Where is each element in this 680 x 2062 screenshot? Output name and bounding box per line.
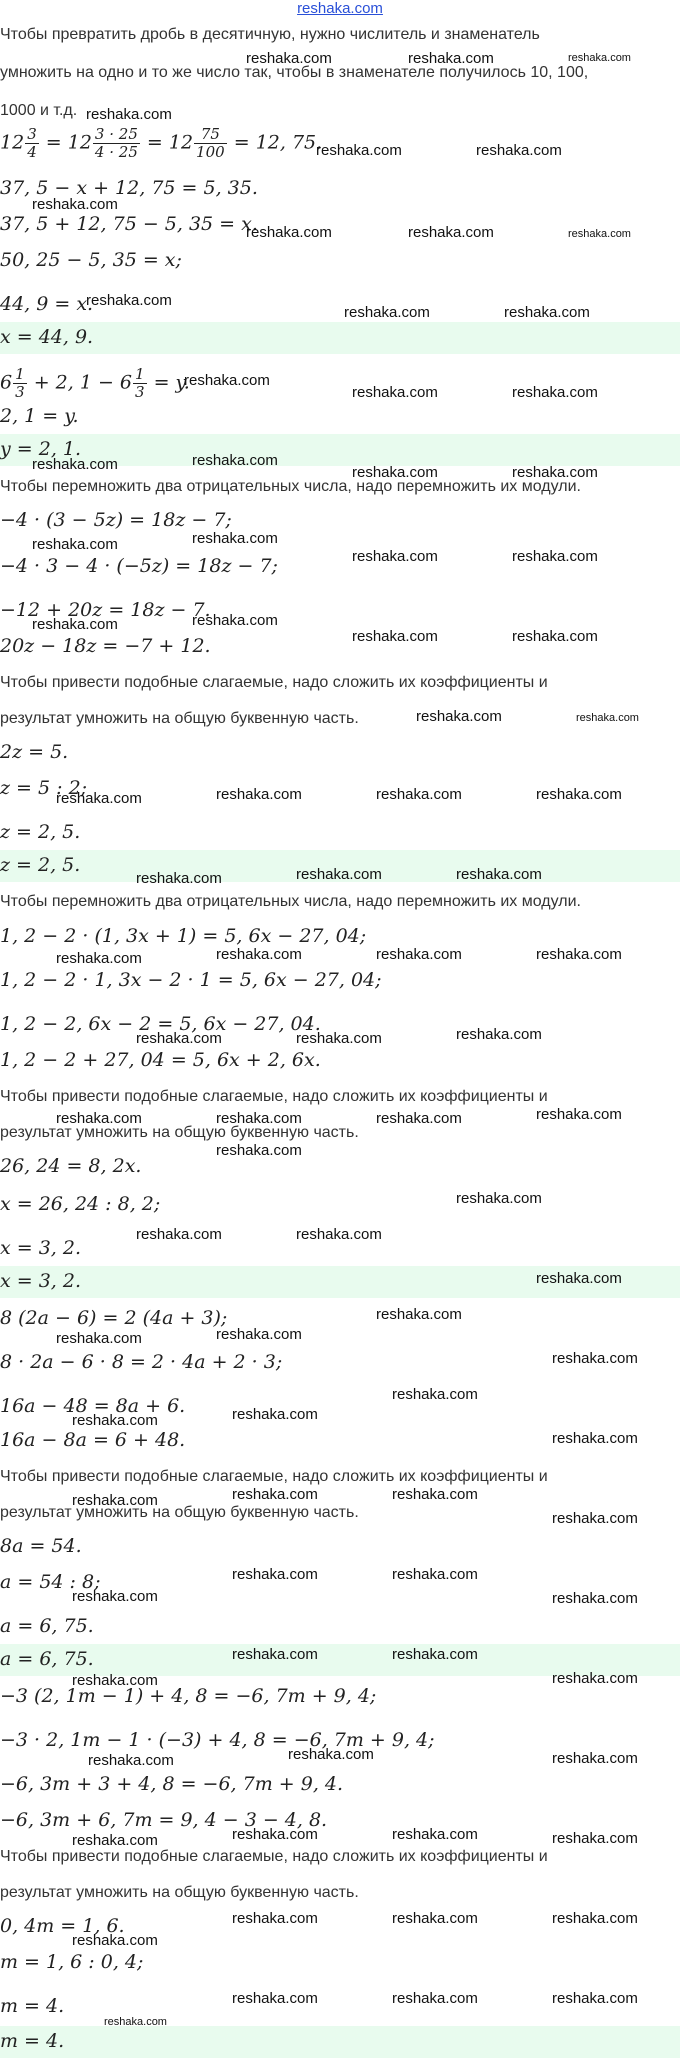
explanation-text: Чтобы перемножить два отрицательных числа, надо перемножить их модули. — [0, 478, 581, 495]
watermark: reshaka.com — [216, 1142, 302, 1159]
watermark: reshaka.com — [32, 616, 118, 633]
watermark: reshaka.com — [136, 1226, 222, 1243]
equation-line: 2z = 5. — [0, 741, 69, 763]
watermark: reshaka.com — [32, 536, 118, 553]
watermark: reshaka.com — [216, 1110, 302, 1127]
equation-line: 2, 1 = y. — [0, 405, 79, 427]
equation-line: −6, 3m + 6, 7m = 9, 4 − 3 − 4, 8. — [0, 1809, 328, 1831]
equation-line: 1, 2 − 2, 6x − 2 = 5, 6x − 27, 04. — [0, 1013, 321, 1035]
watermark: reshaka.com — [456, 1026, 542, 1043]
equation-line: 37, 5 − x + 12, 75 = 5, 35. — [0, 177, 258, 199]
watermark: reshaka.com — [552, 1670, 638, 1687]
answer-text: x = 44, 9. — [0, 326, 94, 348]
watermark: reshaka.com — [88, 1752, 174, 1769]
explanation-text: Чтобы привести подобные слагаемые, надо сложить их коэффициенты и — [0, 1848, 548, 1865]
watermark: reshaka.com — [476, 142, 562, 159]
watermark: reshaka.com — [512, 384, 598, 401]
watermark: reshaka.com — [568, 52, 631, 64]
answer-text: z = 2, 5. — [0, 854, 81, 876]
equation-line: 1, 2 − 2 · 1, 3x − 2 · 1 = 5, 6x − 27, 04; — [0, 969, 382, 991]
watermark: reshaka.com — [232, 1910, 318, 1927]
watermark: reshaka.com — [408, 224, 494, 241]
equation-line: 37, 5 + 12, 75 − 5, 35 = x. — [0, 213, 258, 235]
equation-line: a = 6, 75. — [0, 1615, 94, 1637]
watermark: reshaka.com — [376, 1306, 462, 1323]
equation-line: −4 · (3 − 5z) = 18z − 7; — [0, 509, 232, 531]
watermark: reshaka.com — [296, 1226, 382, 1243]
watermark: reshaka.com — [184, 372, 270, 389]
watermark: reshaka.com — [316, 142, 402, 159]
watermark: reshaka.com — [56, 1330, 142, 1347]
explanation-text: Чтобы превратить дробь в десятичную, нужно числитель и знаменатель — [0, 26, 540, 43]
watermark: reshaka.com — [536, 946, 622, 963]
equation-line: m = 1, 6 : 0, 4; — [0, 1951, 144, 1973]
answer-text: x = 3, 2. — [0, 1270, 82, 1292]
watermark: reshaka.com — [72, 1832, 158, 1849]
site-link[interactable]: reshaka.com — [297, 0, 383, 17]
watermark: reshaka.com — [232, 1566, 318, 1583]
watermark: reshaka.com — [56, 950, 142, 967]
watermark: reshaka.com — [136, 870, 222, 887]
watermark: reshaka.com — [72, 1588, 158, 1605]
watermark: reshaka.com — [392, 1990, 478, 2007]
equation-line: x = 3, 2. — [0, 1237, 82, 1259]
watermark: reshaka.com — [568, 228, 631, 240]
equation-line: −3 (2, 1m − 1) + 4, 8 = −6, 7m + 9, 4; — [0, 1685, 377, 1707]
watermark: reshaka.com — [456, 866, 542, 883]
watermark: reshaka.com — [296, 866, 382, 883]
equation-line: 20z − 18z = −7 + 12. — [0, 635, 211, 657]
watermark: reshaka.com — [536, 1270, 622, 1287]
watermark: reshaka.com — [552, 1750, 638, 1767]
watermark: reshaka.com — [552, 1990, 638, 2007]
equation-line: 1, 2 − 2 · (1, 3x + 1) = 5, 6x − 27, 04; — [0, 925, 367, 947]
watermark: reshaka.com — [352, 548, 438, 565]
watermark: reshaka.com — [72, 1932, 158, 1949]
equation-line: 26, 24 = 8, 2x. — [0, 1155, 142, 1177]
watermark: reshaka.com — [552, 1430, 638, 1447]
answer-box — [0, 322, 680, 354]
equation-line: 0, 4m = 1, 6. — [0, 1915, 125, 1937]
equation-line: −12 + 20z = 18z − 7. — [0, 599, 211, 621]
watermark: reshaka.com — [232, 1990, 318, 2007]
watermark: reshaka.com — [504, 304, 590, 321]
watermark: reshaka.com — [246, 224, 332, 241]
watermark: reshaka.com — [416, 708, 502, 725]
equation-line: 8 · 2a − 6 · 8 = 2 · 4a + 2 · 3; — [0, 1351, 283, 1373]
watermark: reshaka.com — [512, 628, 598, 645]
explanation-text: Чтобы привести подобные слагаемые, надо сложить их коэффициенты и — [0, 674, 548, 691]
watermark: reshaka.com — [392, 1386, 478, 1403]
watermark: reshaka.com — [352, 384, 438, 401]
watermark: reshaka.com — [392, 1826, 478, 1843]
explanation-text: умножить на одно и то же число так, чтобы в знаменателе получилось 10, 100, — [0, 64, 589, 81]
answer-text: a = 6, 75. — [0, 1648, 94, 1670]
explanation-text: результат умножить на общую буквенную часть. — [0, 1884, 359, 1901]
watermark: reshaka.com — [512, 548, 598, 565]
equation-line: −6, 3m + 3 + 4, 8 = −6, 7m + 9, 4. — [0, 1773, 344, 1795]
equation-line: 6 $\frac{1}{3}$ + 2, 1 − 6 $\frac{1}{3}$ = y. — [0, 365, 190, 401]
watermark: reshaka.com — [32, 456, 118, 473]
explanation-text: Чтобы привести подобные слагаемые, надо сложить их коэффициенты и — [0, 1088, 548, 1105]
watermark: reshaka.com — [232, 1486, 318, 1503]
equation-line: m = 4. — [0, 1995, 65, 2017]
watermark: reshaka.com — [352, 628, 438, 645]
equation-line: z = 5 : 2; — [0, 777, 88, 799]
watermark: reshaka.com — [136, 1030, 222, 1047]
watermark: reshaka.com — [352, 464, 438, 481]
watermark: reshaka.com — [232, 1406, 318, 1423]
watermark: reshaka.com — [376, 1110, 462, 1127]
watermark: reshaka.com — [408, 50, 494, 67]
equation-line: z = 2, 5. — [0, 821, 81, 843]
watermark: reshaka.com — [552, 1830, 638, 1847]
watermark: reshaka.com — [72, 1412, 158, 1429]
watermark: reshaka.com — [456, 1190, 542, 1207]
equation-line: 12 $\frac{3}{4}$ = 12 $\frac{3 \cdot 25}{4 \cdot 25}$ = 12 $\frac{75}{100}$ = 12, 75. — [0, 125, 323, 161]
equation-line: 8a = 54. — [0, 1535, 82, 1557]
watermark: reshaka.com — [392, 1910, 478, 1927]
explanation-text: Чтобы перемножить два отрицательных числа, надо перемножить их модули. — [0, 893, 581, 910]
explanation-text: результат умножить на общую буквенную часть. — [0, 1124, 359, 1141]
equation-line: 50, 25 − 5, 35 = x; — [0, 249, 182, 271]
watermark: reshaka.com — [246, 50, 332, 67]
watermark: reshaka.com — [216, 786, 302, 803]
watermark: reshaka.com — [232, 1826, 318, 1843]
equation-line: x = 26, 24 : 8, 2; — [0, 1193, 161, 1215]
watermark: reshaka.com — [192, 612, 278, 629]
explanation-text: 1000 и т.д. — [0, 102, 78, 119]
watermark: reshaka.com — [86, 106, 172, 123]
watermark: reshaka.com — [552, 1350, 638, 1367]
equation-line: −4 · 3 − 4 · (−5z) = 18z − 7; — [0, 555, 278, 577]
watermark: reshaka.com — [296, 1030, 382, 1047]
equation-line: 44, 9 = x. — [0, 293, 94, 315]
equation-line: 16a − 8a = 6 + 48. — [0, 1429, 186, 1451]
watermark: reshaka.com — [552, 1590, 638, 1607]
explanation-text: результат умножить на общую буквенную часть. — [0, 710, 359, 727]
explanation-text: Чтобы привести подобные слагаемые, надо сложить их коэффициенты и — [0, 1468, 548, 1485]
watermark: reshaka.com — [86, 292, 172, 309]
watermark: reshaka.com — [392, 1566, 478, 1583]
watermark: reshaka.com — [536, 786, 622, 803]
watermark: reshaka.com — [232, 1646, 318, 1663]
explanation-text: результат умножить на общую буквенную часть. — [0, 1504, 359, 1521]
watermark: reshaka.com — [536, 1106, 622, 1123]
equation-line: a = 54 : 8; — [0, 1571, 101, 1593]
watermark: reshaka.com — [72, 1492, 158, 1509]
watermark: reshaka.com — [512, 464, 598, 481]
answer-text: m = 4. — [0, 2030, 65, 2052]
watermark: reshaka.com — [552, 1910, 638, 1927]
equation-line: 8 (2a − 6) = 2 (4a + 3); — [0, 1307, 228, 1329]
watermark: reshaka.com — [288, 1746, 374, 1763]
watermark: reshaka.com — [56, 790, 142, 807]
watermark: reshaka.com — [376, 946, 462, 963]
watermark: reshaka.com — [392, 1646, 478, 1663]
equation-line: −3 · 2, 1m − 1 · (−3) + 4, 8 = −6, 7m + 9, 4; — [0, 1729, 435, 1751]
watermark: reshaka.com — [216, 946, 302, 963]
watermark: reshaka.com — [104, 2016, 167, 2028]
watermark: reshaka.com — [192, 452, 278, 469]
watermark: reshaka.com — [56, 1110, 142, 1127]
watermark: reshaka.com — [392, 1486, 478, 1503]
watermark: reshaka.com — [32, 196, 118, 213]
watermark: reshaka.com — [376, 786, 462, 803]
watermark: reshaka.com — [192, 530, 278, 547]
equation-line: 16a − 48 = 8a + 6. — [0, 1395, 186, 1417]
watermark: reshaka.com — [216, 1326, 302, 1343]
watermark: reshaka.com — [344, 304, 430, 321]
watermark: reshaka.com — [576, 712, 639, 724]
answer-box — [0, 2026, 680, 2058]
watermark: reshaka.com — [72, 1672, 158, 1689]
watermark: reshaka.com — [552, 1510, 638, 1527]
answer-text: y = 2, 1. — [0, 438, 82, 460]
equation-line: 1, 2 − 2 + 27, 04 = 5, 6x + 2, 6x. — [0, 1049, 321, 1071]
